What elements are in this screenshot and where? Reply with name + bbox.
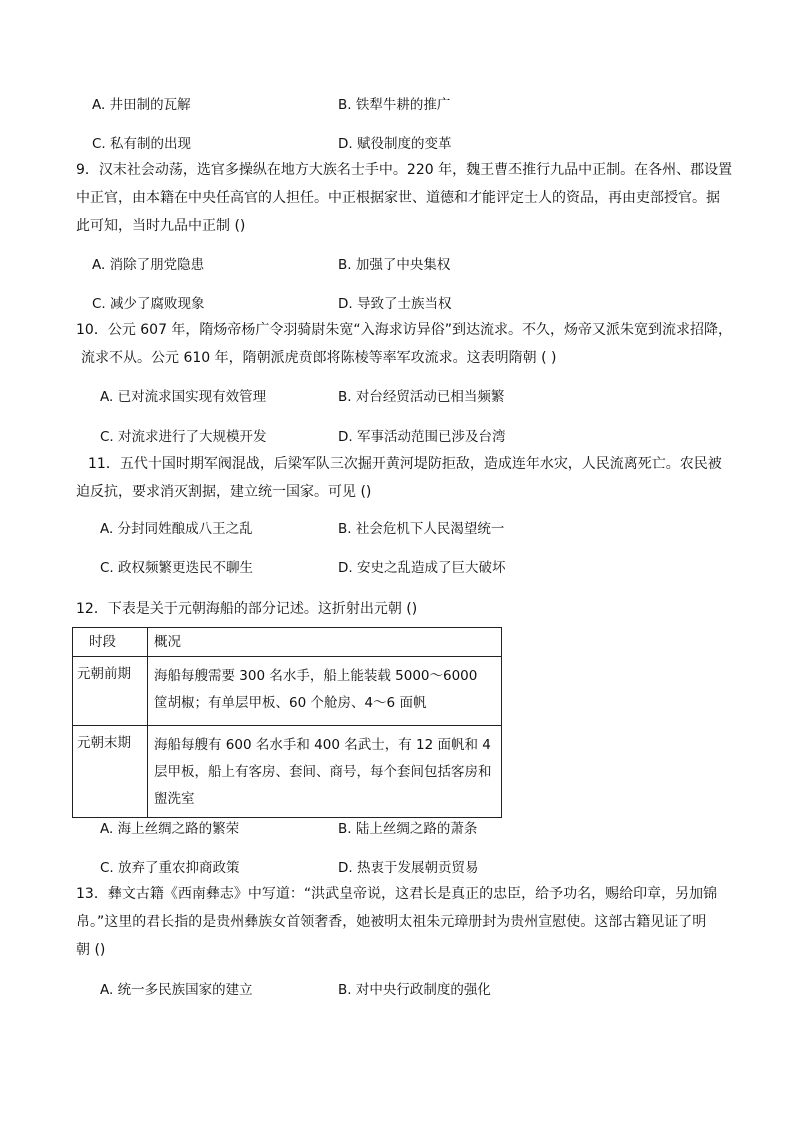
q9-stem-line-2: 中正官，由本籍在中央任高官的人担任。中正根据家世、道德和才能评定士人的资品，再由吏部授官。据 — [76, 190, 720, 206]
q13-stem-line-1: 13．彝文古籍《西南彝志》中写道：“洪武皇帝说，这君长是真正的忠臣，给予功名，赐给印章，另加锦 — [76, 886, 718, 902]
table-row — [73, 726, 502, 818]
q12-option-b: B. 陆上丝绸之路的萧条 — [338, 821, 478, 837]
q13-stem-line-2: 帛。”这里的君长指的是贵州彝族女首领奢香，她被明太祖朱元璋册封为贵州宣慰使。这部古籍见证了明 — [76, 914, 707, 930]
q11-option-b: B. 社会危机下人民渴望统一 — [338, 521, 505, 537]
table-row — [73, 657, 502, 726]
q10-stem-line-2: 流求不从。公元 610 年，隋朝派虎贲郎将陈棱等率军攻流求。这表明隋朝 ( ) — [81, 350, 557, 366]
q12-option-a: A. 海上丝绸之路的繁荣 — [100, 821, 240, 837]
q9-option-d: D. 导致了士族当权 — [338, 296, 452, 312]
q9-option-b: B. 加强了中央集权 — [338, 257, 451, 273]
q11-option-a: A. 分封同姓酿成八王之乱 — [100, 521, 253, 537]
table-header-row — [73, 628, 502, 657]
q9-stem-line-1: 9．汉末社会动荡，选官多操纵在地方大族名士手中。220 年，魏王曹丕推行九品中正制。在各州、郡设置 — [76, 162, 733, 178]
q13-option-b: B. 对中央行政制度的强化 — [338, 982, 491, 998]
q10-stem-line-1: 10．公元 607 年，隋炀帝杨广令羽骑尉朱宽“入海求访异俗”到达流求。不久，炀帝又派朱宽到流求招降， — [76, 322, 732, 338]
q11-option-c: C. 政权频繁更迭民不聊生 — [100, 560, 254, 576]
q12-stem: 12．下表是关于元朝海船的部分记述。这折射出元朝 () — [76, 601, 418, 617]
q8-option-c: C. 私有制的出现 — [92, 136, 192, 152]
q8-option-a: A. 井田制的瓦解 — [92, 97, 191, 113]
q10-option-b: B. 对台经贸活动已相当频繁 — [338, 389, 505, 405]
table-header-overview: 概况 — [148, 628, 502, 657]
table-cell-overview: 海船每艘有 600 名水手和 400 名武士，有 12 面帆和 4 层甲板，船上有客房、套间、商号，每个套间包括客房和盥洗室 — [148, 726, 502, 818]
q8-option-b: B. 铁犁牛耕的推广 — [338, 97, 451, 113]
q9-stem-line-3: 此可知，当时九品中正制 () — [76, 218, 246, 234]
table-cell-period: 元朝前期 — [73, 657, 148, 726]
q9-option-a: A. 消除了朋党隐患 — [92, 257, 205, 273]
q12-option-d: D. 热衷于发展朝贡贸易 — [338, 860, 479, 876]
q12-option-c: C. 放弃了重农抑商政策 — [100, 860, 240, 876]
q11-stem-line-1: 11．五代十国时期军阀混战，后梁军队三次掘开黄河堤防拒敌，造成连年水灾，人民流离死亡。农民被 — [88, 456, 722, 472]
q11-stem-line-2: 迫反抗，要求消灭割据，建立统一国家。可见 () — [76, 484, 372, 500]
q13-stem-line-3: 朝 () — [76, 942, 106, 958]
q11-option-d: D. 安史之乱造成了巨大破坏 — [338, 560, 506, 576]
q10-option-d: D. 军事活动范围已涉及台湾 — [338, 429, 506, 445]
table-cell-period: 元朝末期 — [73, 726, 148, 818]
q8-option-d: D. 赋役制度的变革 — [338, 136, 452, 152]
q9-option-c: C. 减少了腐败现象 — [92, 296, 205, 312]
q13-option-a: A. 统一多民族国家的建立 — [100, 982, 253, 998]
q10-option-a: A. 已对流求国实现有效管理 — [100, 389, 267, 405]
table-header-period: 时段 — [73, 628, 148, 657]
yuan-ship-table — [72, 627, 502, 818]
table-cell-overview: 海船每艘需要 300 名水手，船上能装载 5000～6000 筐胡椒；有单层甲板、60 个舱房、4～6 面帆 — [148, 657, 502, 726]
q10-option-c: C. 对流求进行了大规模开发 — [100, 429, 267, 445]
